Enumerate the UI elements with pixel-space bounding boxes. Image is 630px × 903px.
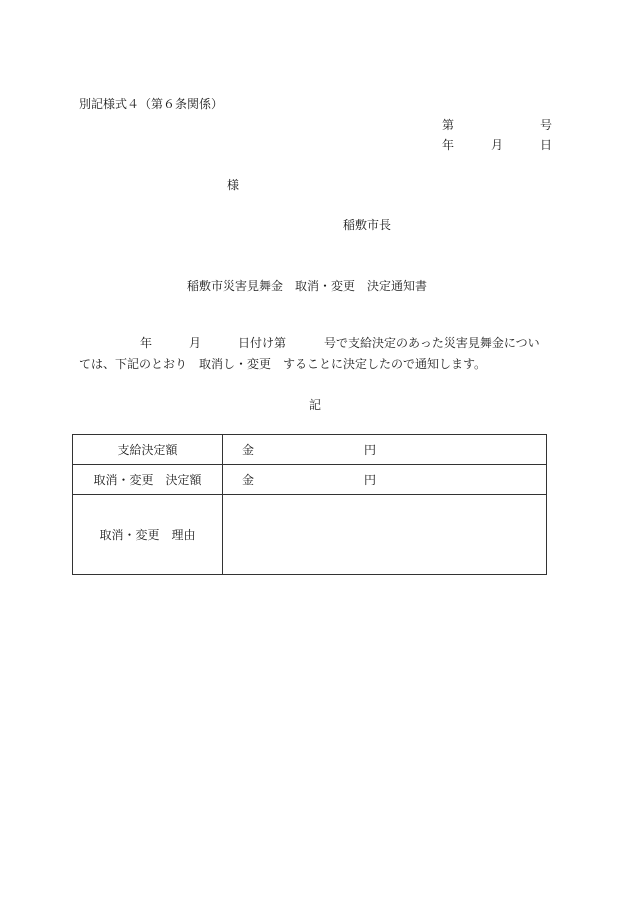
body-text-line-1	[79, 336, 549, 350]
addressee-honorific: 様	[227, 178, 240, 192]
form-identifier: 別記様式４（第６条関係）	[79, 97, 224, 111]
date-day-label: 日	[540, 138, 553, 152]
row-label-reason: 取消・変更 理由	[73, 495, 223, 575]
row-value-reason	[223, 495, 547, 575]
document-number-suffix: 号	[540, 118, 553, 132]
row-label-revised-amount: 取消・変更 決定額	[73, 465, 223, 495]
date-month-label: 月	[491, 138, 504, 152]
ki-heading: 記	[309, 398, 322, 412]
body-line-1-rest: 号で支給決定のあった災害見舞金につい	[324, 336, 540, 350]
row-label-payment-amount: 支給決定額	[73, 435, 223, 465]
yen-unit: 円	[364, 442, 377, 457]
body-text-line-2: ては、下記のとおり 取消し・変更 することに決定したので通知します。	[79, 357, 487, 371]
body-year-label: 年	[140, 336, 153, 350]
table-row	[73, 435, 547, 465]
row-value-payment-amount	[223, 435, 547, 465]
table-row	[73, 495, 547, 575]
detail-table	[72, 434, 547, 575]
yen-prefix: 金	[242, 442, 255, 457]
yen-prefix: 金	[242, 472, 255, 487]
yen-unit: 円	[364, 472, 377, 487]
table-row	[73, 465, 547, 495]
issuer-name: 稲敷市長	[343, 218, 392, 232]
body-month-label: 月	[189, 336, 202, 350]
document-title: 稲敷市災害見舞金 取消・変更 決定通知書	[187, 279, 428, 293]
row-value-revised-amount	[223, 465, 547, 495]
body-dated-number-prefix: 日付け第	[238, 336, 287, 350]
document-number-prefix: 第	[442, 118, 455, 132]
date-year-label: 年	[442, 138, 455, 152]
